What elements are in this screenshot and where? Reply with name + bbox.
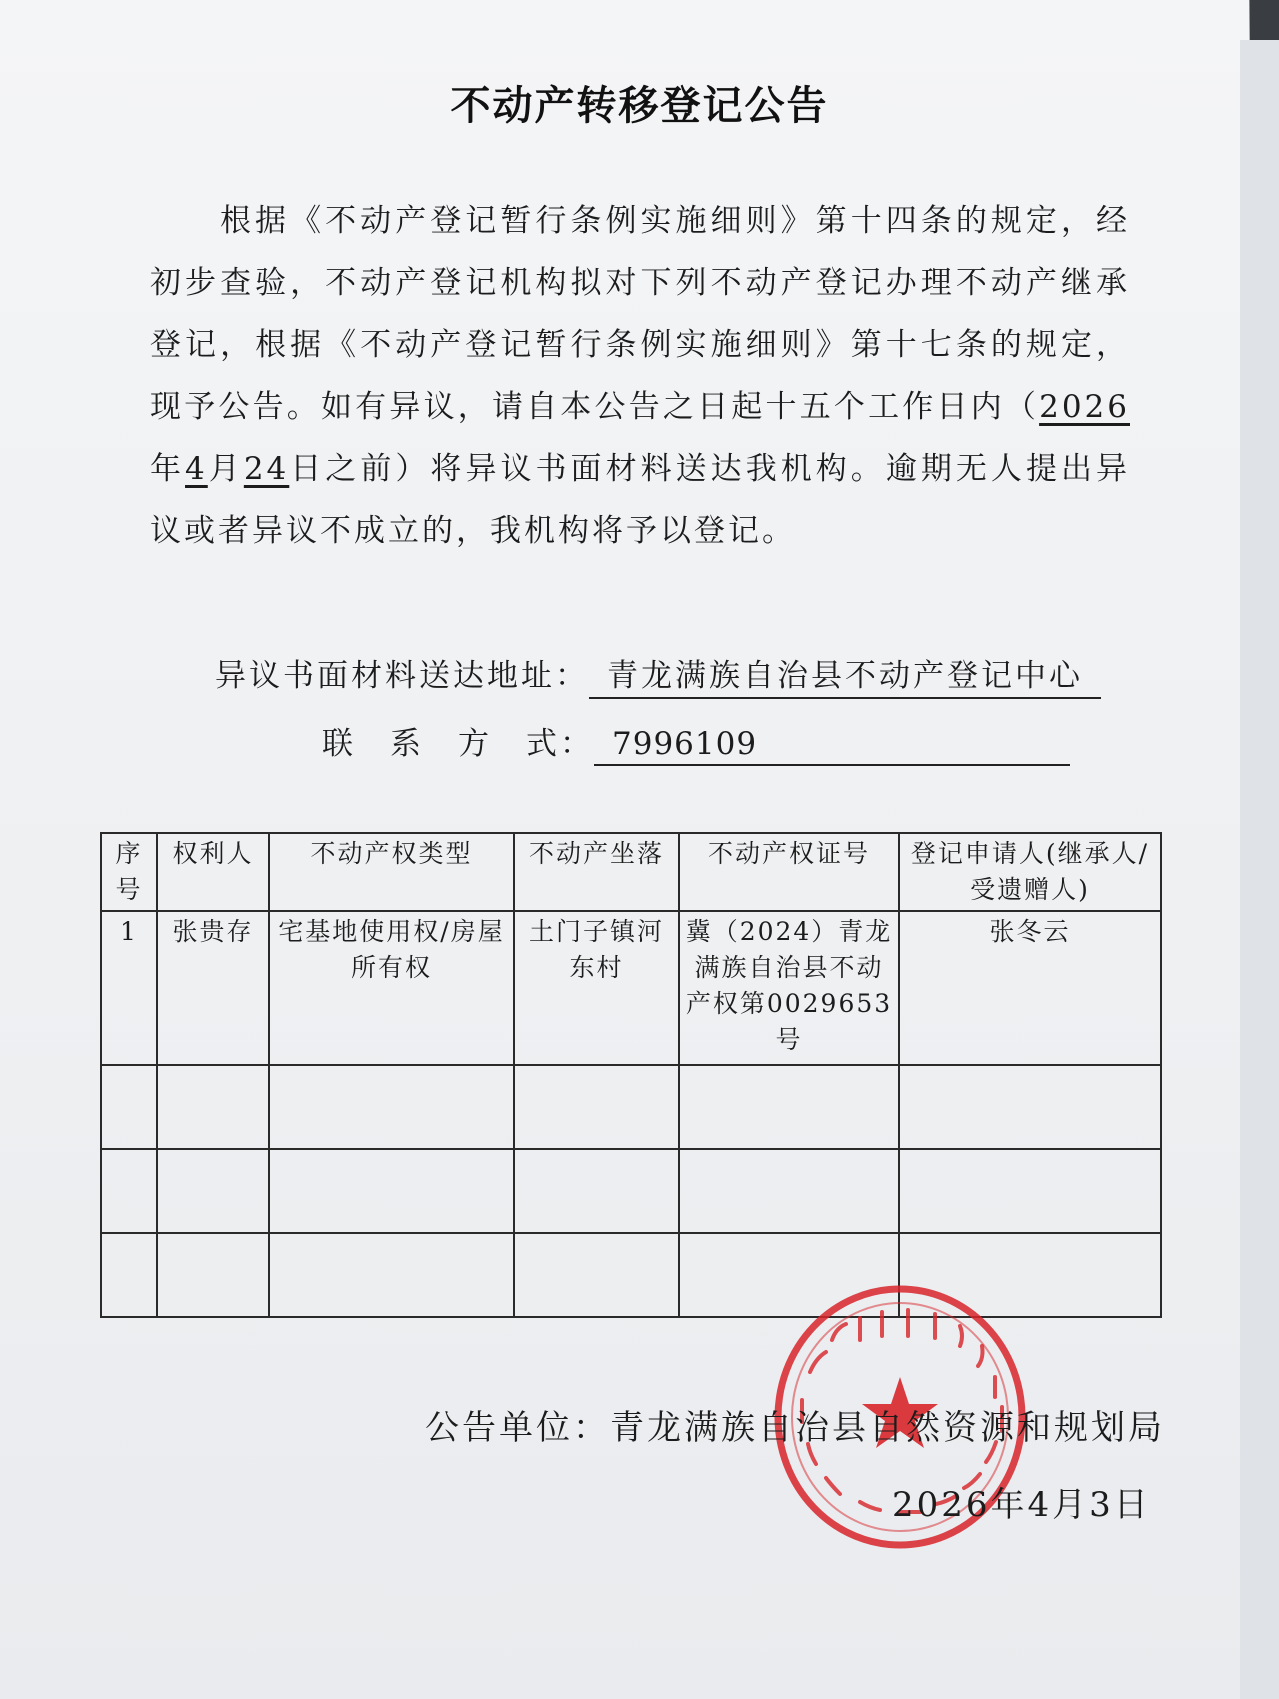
deadline-day: 24 [243, 451, 290, 487]
issuer-line [425, 1400, 1165, 1449]
table-header-row [101, 833, 1161, 911]
issue-date: 2026年4月3日 [892, 1485, 1151, 1525]
cell-right-type: 宅基地使用权/房屋所有权 [269, 911, 514, 1065]
deadline-month: 4 [185, 451, 208, 487]
col-header-right-type: 不动产权类型 [269, 833, 514, 911]
cell-index: 1 [101, 911, 157, 1065]
col-header-applicant: 登记申请人(继承人/受遗赠人) [899, 833, 1161, 911]
contact-line [322, 718, 1070, 766]
cell-location: 土门子镇河东村 [514, 911, 679, 1065]
year-suffix: 年 [150, 451, 186, 487]
contact-label: 联 系 方 式： [322, 726, 594, 762]
paper-edge [1240, 40, 1279, 1699]
issuer-label: 公告单位： [425, 1408, 610, 1448]
col-header-certificate: 不动产权证号 [679, 833, 899, 911]
cell-right-holder: 张贵存 [157, 911, 269, 1065]
registration-table [100, 832, 1162, 1318]
table-row [101, 911, 1161, 1065]
col-header-location: 不动产坐落 [514, 833, 679, 911]
address-line [215, 650, 1101, 699]
cell-applicant: 张冬云 [899, 911, 1161, 1065]
notice-body [150, 190, 1130, 562]
address-label: 异议书面材料送达地址： [215, 658, 589, 694]
month-suffix: 月 [207, 451, 244, 487]
deadline-year: 2026 [1039, 389, 1130, 425]
body-text-2: 日之前）将异议书面材料送达我机构。逾期无人提出异议或者异议不成立的，我机构将予以登记。 [150, 451, 1131, 549]
col-header-index: 序号 [101, 833, 157, 911]
issuer-name: 青龙满族自治县自然资源和规划局 [610, 1408, 1165, 1448]
cell-certificate: 冀（2024）青龙满族自治县不动产权第0029653号 [679, 911, 899, 1065]
body-text-1: 根据《不动产登记暂行条例实施细则》第十四条的规定，经初步查验，不动产登记机构拟对下列不动产登记办理不动产继承登记，根据《不动产登记暂行条例实施细则》第十七条的规定，现予公告。如有异议，请自本公告之日起十五个工作日内（ [150, 203, 1130, 425]
col-header-right-holder: 权利人 [157, 833, 269, 911]
table-row-empty [101, 1149, 1161, 1233]
page-title: 不动产转移登记公告 [450, 83, 829, 129]
address-value: 青龙满族自治县不动产登记中心 [589, 650, 1101, 699]
contact-value: 7996109 [594, 726, 1070, 766]
table-row-empty [101, 1065, 1161, 1149]
